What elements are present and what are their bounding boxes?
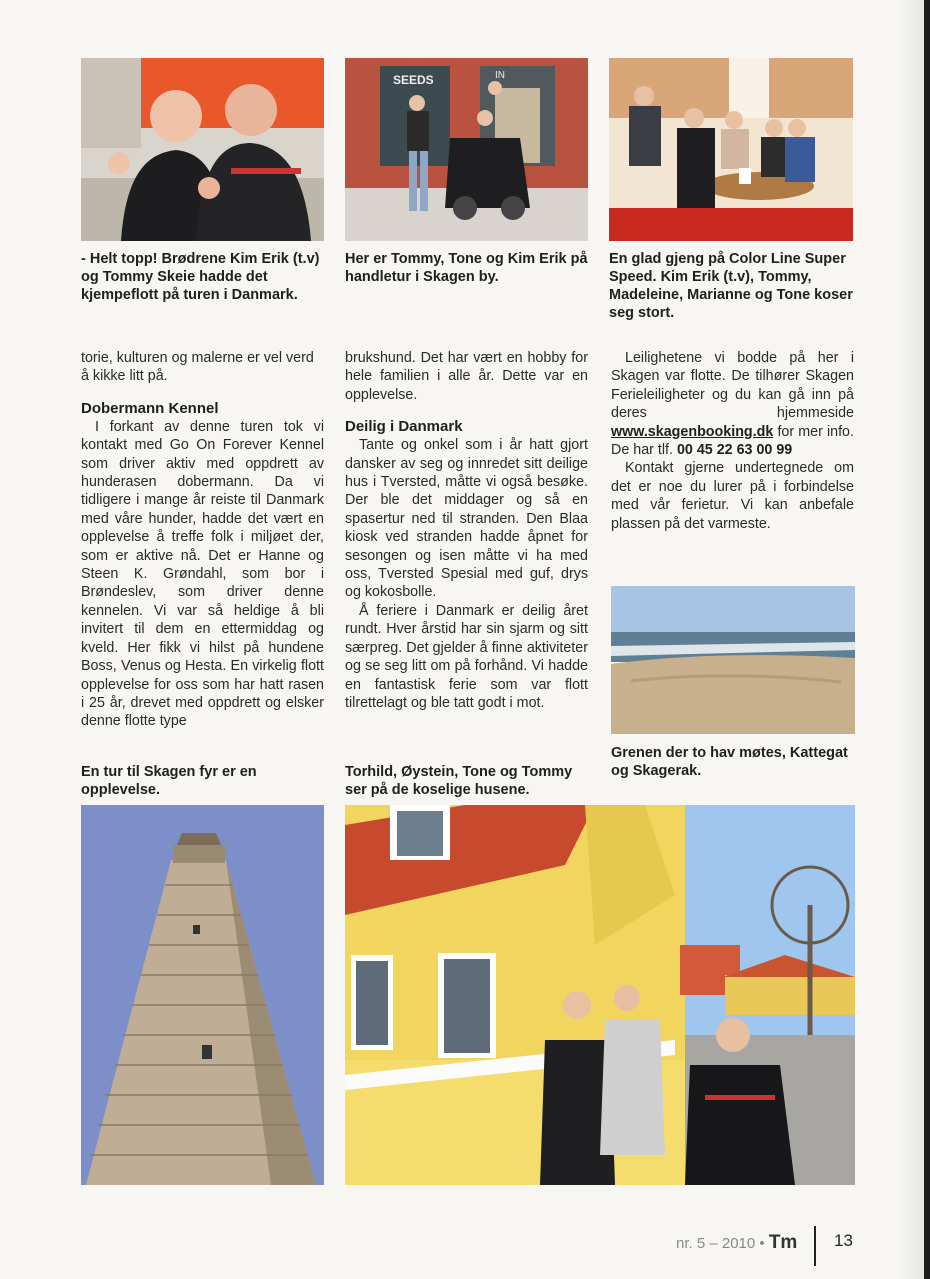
- shop-sign-in: IN: [495, 70, 505, 81]
- caption-ferry: En glad gjeng på Color Line Super Speed. Kim Erik (t.v), Tommy, Madeleine, Marianne og Tone koser seg stort.: [609, 251, 853, 321]
- magazine-name: Tm: [768, 1232, 798, 1253]
- skagenbooking-link[interactable]: www.skagenbooking.dk: [611, 423, 774, 440]
- col1-intro: torie, kulturen og malerne er vel verd å kikke litt på.: [81, 350, 314, 385]
- page-number: 13: [834, 1231, 853, 1250]
- photo-ferry-group: [609, 58, 853, 241]
- photo-skagen-lighthouse: [81, 805, 324, 1185]
- caption-lighthouse: En tur til Skagen fyr er en opplevelse.: [81, 764, 257, 798]
- heading-deilig-i-danmark: Deilig i Danmark: [345, 418, 463, 436]
- article-column-3: [611, 349, 854, 533]
- article-column-2: [345, 349, 588, 712]
- footer-divider: [814, 1226, 816, 1266]
- photo-grenen-beach: [611, 586, 855, 734]
- col1-body: I forkant av denne turen tok vi kontakt med Go On Forever Kennel som driver aktiv med oppdrett av hunderasen dobermann. Da vi tidligere i mange år reiste til Danmark med våre hunder, hadde det vært en opplevelse å treffe folk i miljøet der, som er aktive nå. Det er Hanne og Steen K. Grøndahl, som bor i Brøndeslev, som driver denne kennelen. Vi var så heldige å bli invitert til dem en ettermiddag og kveld. Her fikk vi hilst på hundene Boss, Venus og Hesta. En virkelig flott opplevelse for oss som har hatt rasen i 25 år, drevet med oppdrett og elsker denne flotte type: [81, 418, 324, 730]
- page-edge: [924, 0, 930, 1279]
- caption-houses: Torhild, Øystein, Tone og Tommy ser på de koselige husene.: [345, 764, 573, 798]
- col3-text-after-link: for mer info. De har tlf.: [611, 423, 854, 459]
- shop-sign-seeds: SEEDS: [393, 73, 434, 87]
- col2-paragraph-1: Tante og onkel som i år hatt gjort dansker av seg og innredet sitt deilige hus i Tversted, måtte vi også besøke. Der ble det middager og så en spasertur ned til stranden. Den Blaa kiosk ved stranden hadde åpnet for sesongen og isen måtte vi ha med oss, Tversted Spesial med guf, drys og kokosbolle.: [345, 437, 588, 601]
- col3-text-before-link: Leilighetene vi bodde på her i Skagen var flotte. De tilhører Skagen Ferieleiligheter og du kan gå inn på deres hjemmeside: [611, 350, 854, 422]
- photo-skagen-houses: [345, 805, 855, 1185]
- caption-shopping: Her er Tommy, Tone og Kim Erik på handletur i Skagen by.: [345, 251, 588, 285]
- col3-paragraph-2: Kontakt gjerne undertegnede om det er noe du lurer på i forbindelse med vår ferietur. Vi kan anbefale plassen på det varmeste.: [611, 460, 854, 532]
- col2-intro: brukshund. Det har vært en hobby for hele familien i alle år. Dette var en opplevelse.: [345, 350, 588, 403]
- heading-dobermann-kennel: Dobermann Kennel: [81, 399, 219, 417]
- footer-issue: [676, 1232, 797, 1254]
- phone-number: 00 45 22 63 00 99: [676, 442, 793, 459]
- photo-brothers: [81, 58, 324, 241]
- issue-number: nr. 5 – 2010 •: [676, 1235, 765, 1252]
- article-column-1: [81, 349, 324, 731]
- caption-brothers: - Helt topp! Brødrene Kim Erik (t.v) og Tommy Skeie hadde det kjempeflott på turen i Danmark.: [81, 251, 320, 303]
- page-gutter-shadow: [898, 0, 924, 1279]
- caption-grenen: Grenen der to hav møtes, Kattegat og Skagerak.: [611, 745, 848, 779]
- photo-shopping: [345, 58, 588, 241]
- col2-paragraph-2: Å feriere i Danmark er deilig året rundt. Hver årstid har sin sjarm og sitt særpreg. Det gjelder å finne aktiviteter og se seg litt om på forhånd. Vi hadde en fantastisk ferie som var flott tilrettelagt og ble tatt godt i mot.: [345, 602, 588, 711]
